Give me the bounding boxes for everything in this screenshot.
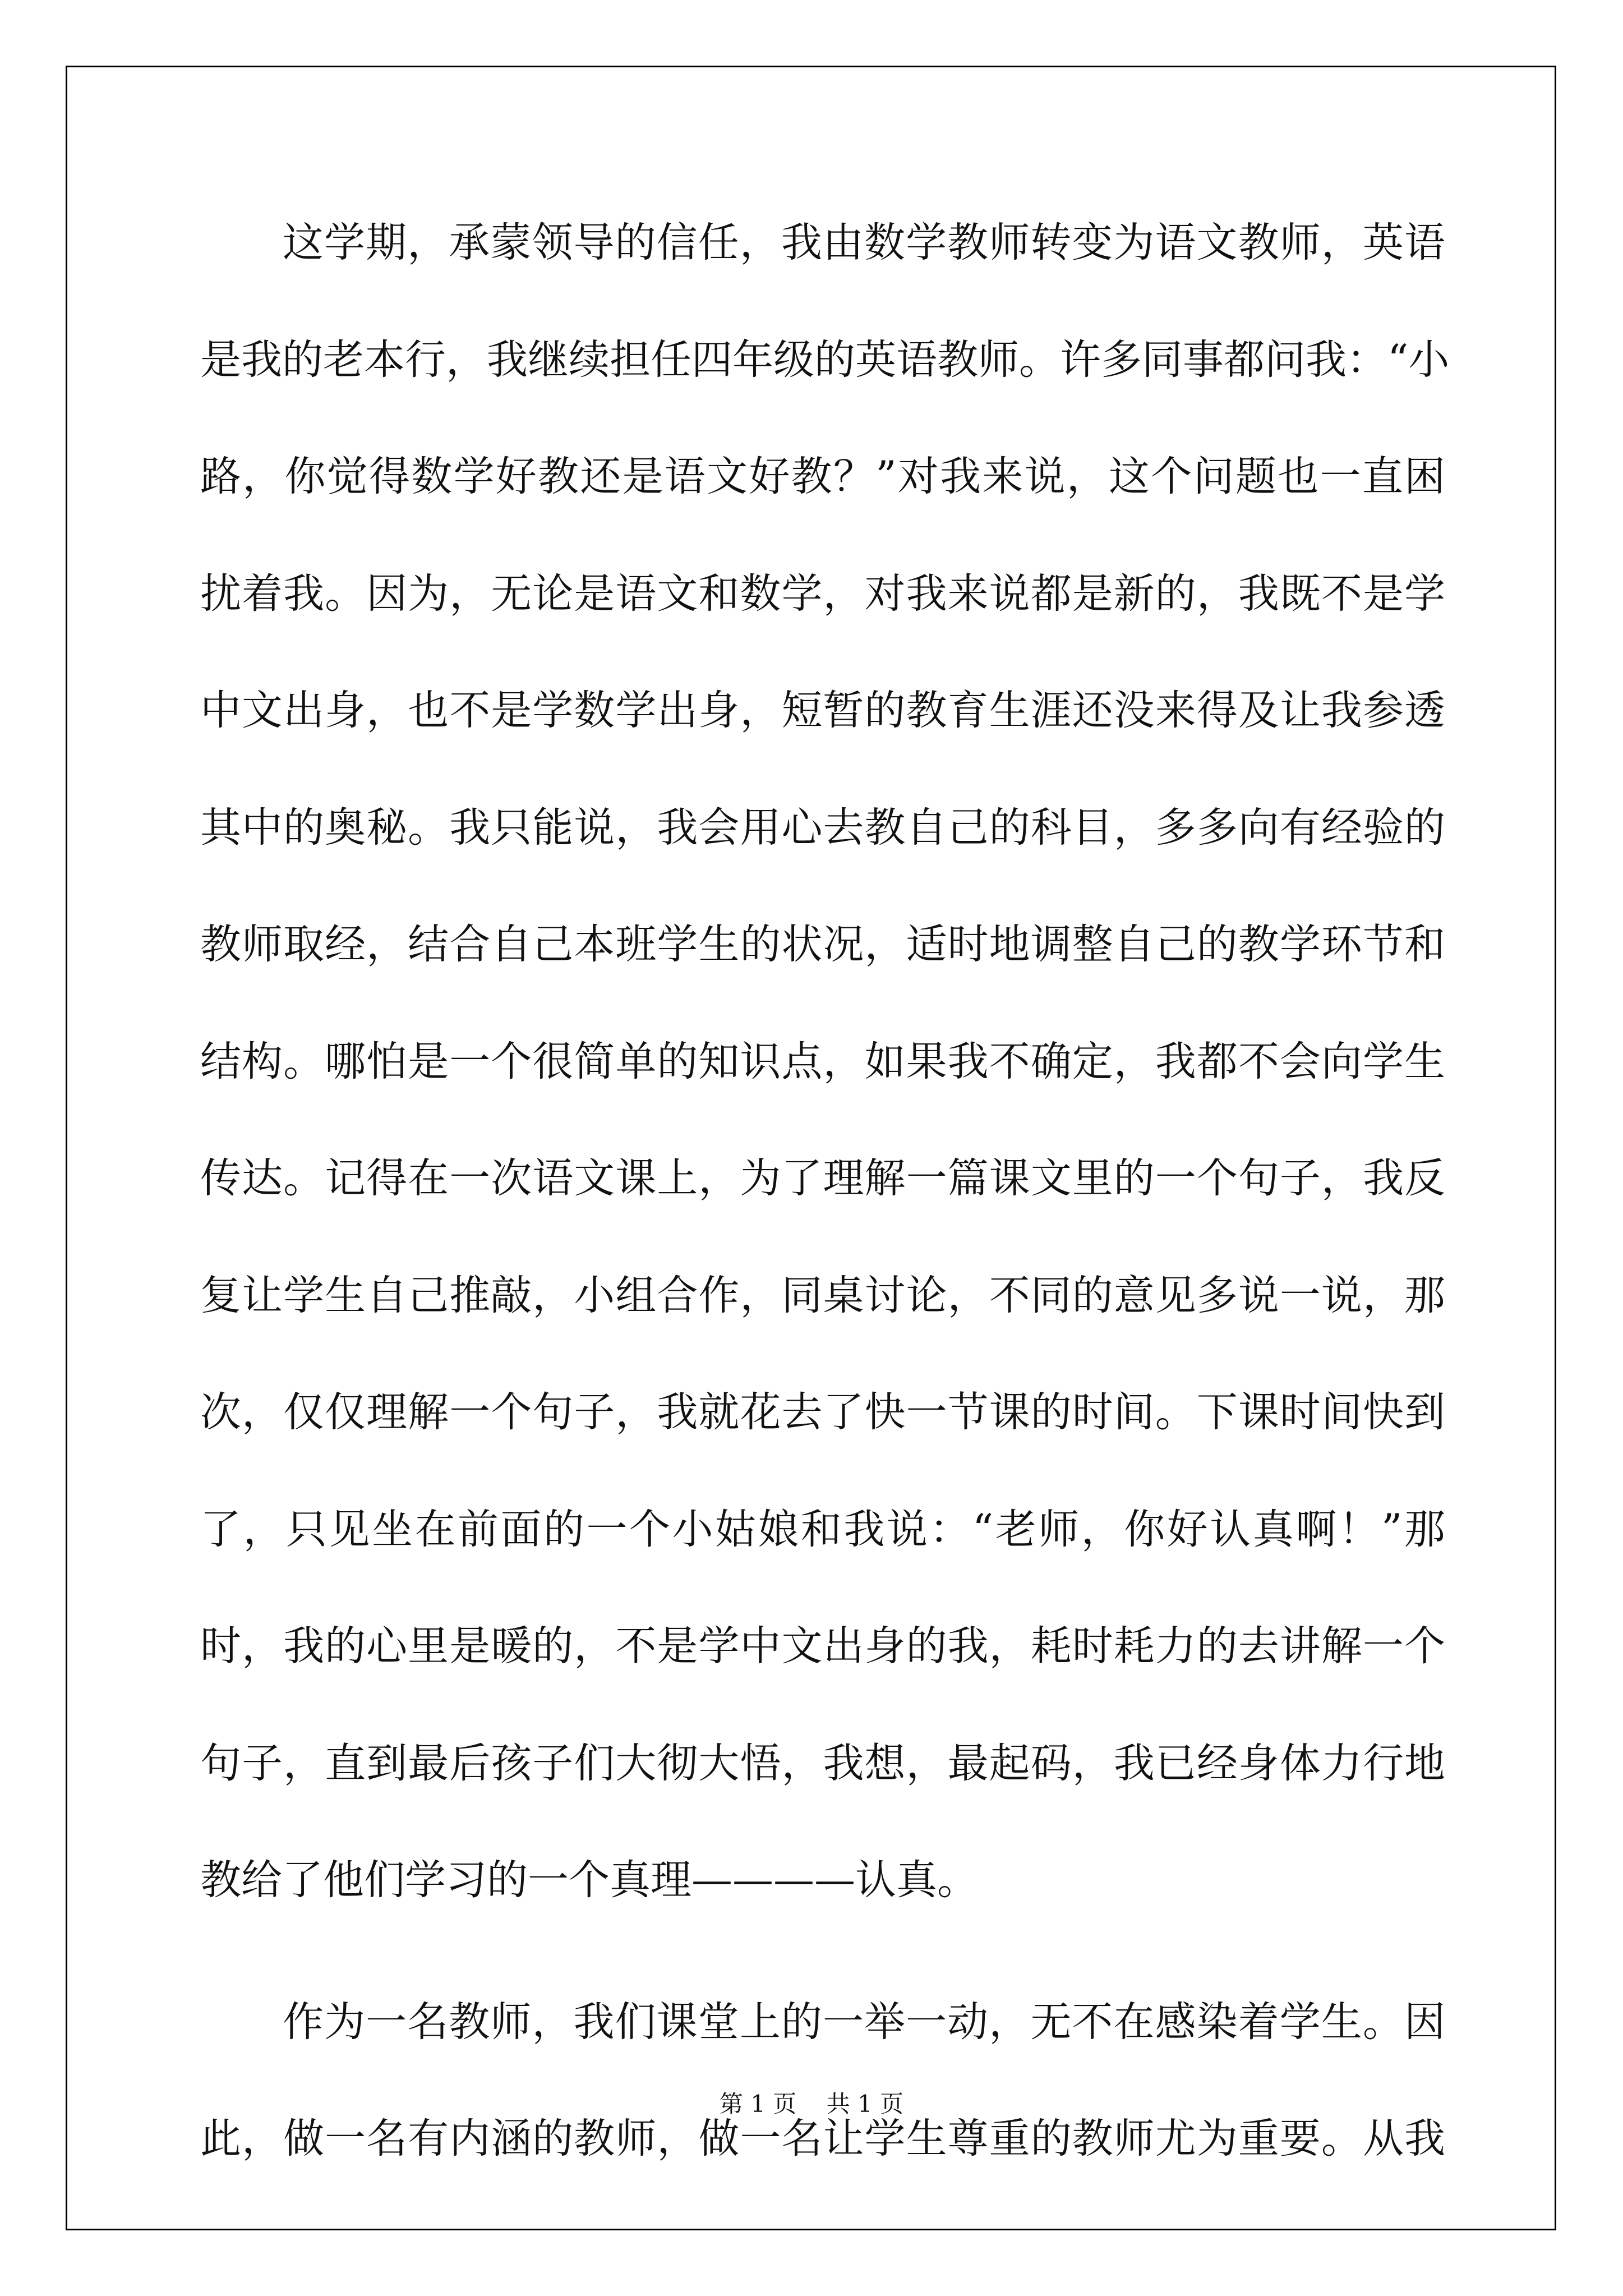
text-line: 结构。哪怕是一个很简单的知识点，如果我不确定，我都不会向学生 [200,1037,1445,1085]
paragraph-spacing [200,1962,1445,1987]
text-line: 是我的老本行，我继续担任四年级的英语教师。许多同事都问我：“小 [200,335,1450,384]
text-line: 次，仅仅理解一个句子，我就花去了快一节课的时间。下课时间快到 [200,1388,1445,1436]
text-line: 了，只见坐在前面的一个小姑娘和我说：“老师，你好认真啊！”那 [200,1505,1445,1553]
paragraph [200,208,1450,1962]
text-line: 时，我的心里是暖的，不是学中文出身的我，耗时耗力的去讲解一个 [200,1622,1445,1670]
text-line: 句子，直到最后孩子们大彻大悟，我想，最起码，我已经身体力行地 [200,1739,1445,1787]
text-line: 扰着我。因为，无论是语文和数学，对我来说都是新的，我既不是学 [200,569,1445,618]
text-line: 路，你觉得数学好教还是语文好教？”对我来说，这个问题也一直困 [200,453,1445,500]
text-line: 传达。记得在一次语文课上，为了理解一篇课文里的一个句子，我反 [200,1154,1445,1202]
page-number-footer: 第 1 页 共 1 页 [719,2090,904,2118]
text-line: 其中的奥秘。我只能说，我会用心去教自己的科目，多多向有经验的 [200,803,1445,852]
text-line: 复让学生自己推敲，小组合作，同桌讨论，不同的意见多说一说，那 [200,1271,1445,1319]
text-line: 作为一名教师，我们课堂上的一举一动，无不在感染着学生。因 [283,1998,1445,2046]
text-line: 教师取经，结合自己本班学生的状况，适时地调整自己的教学环节和 [200,921,1445,968]
text-line: 中文出身，也不是学数学出身，短暂的教育生涯还没来得及让我参透 [200,687,1445,734]
text-line: 教给了他们学习的一个真理————认真。 [200,1856,978,1904]
text-line: 此，做一名有内涵的教师，做一名让学生尊重的教师尤为重要。从我 [200,2115,1445,2162]
document-body [200,208,1450,2221]
text-line: 这学期，承蒙领导的信任，我由数学教师转变为语文教师，英语 [283,219,1445,266]
